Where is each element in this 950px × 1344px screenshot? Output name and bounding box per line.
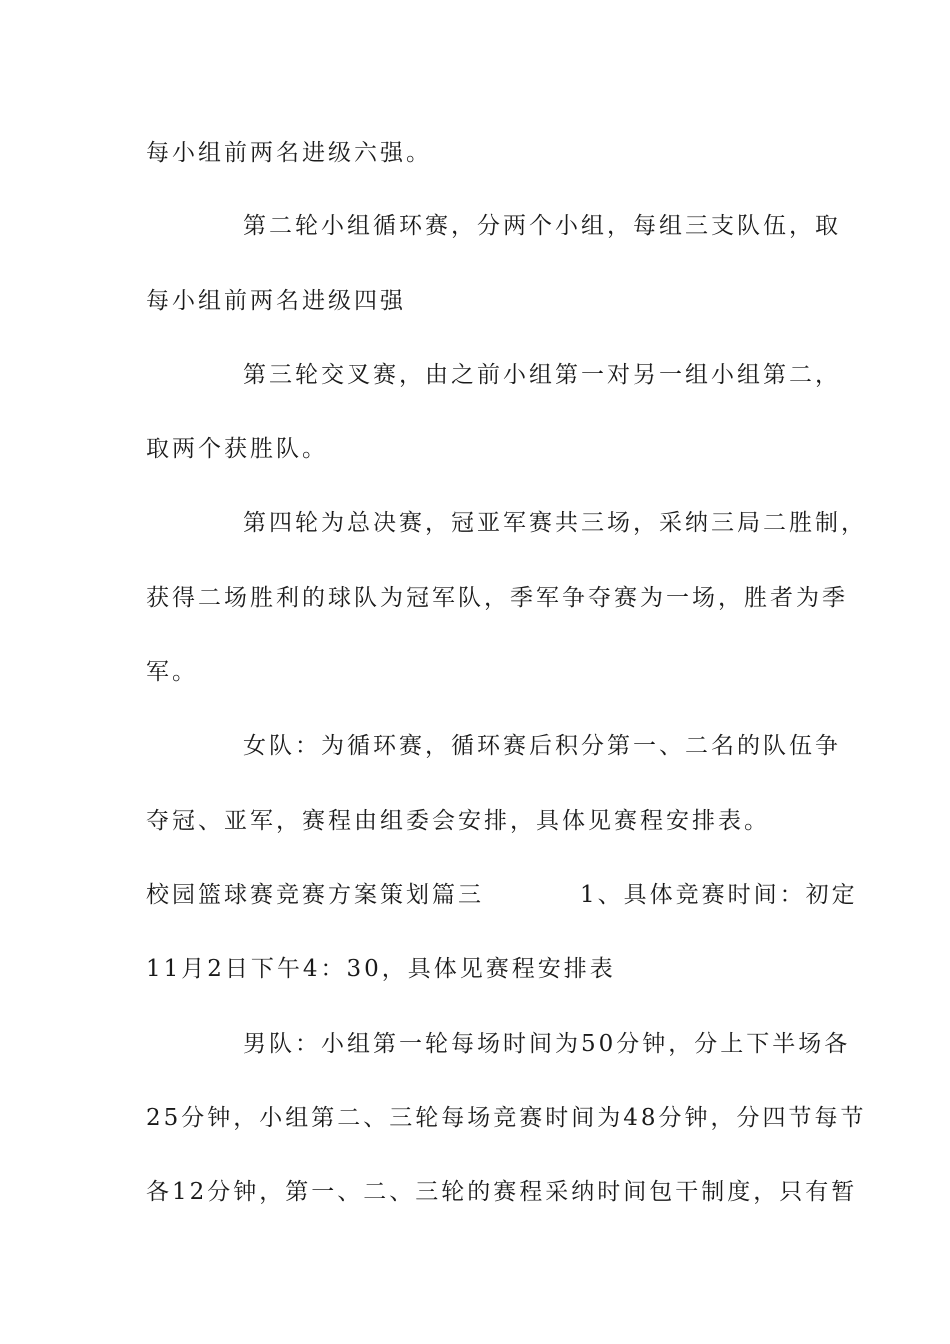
paragraph-line: 每小组前两名进级四强	[146, 288, 406, 314]
paragraph-line: 第三轮交叉赛，由之前小组第一对另一组小组第二，	[243, 362, 841, 388]
section-heading-line	[146, 880, 858, 910]
paragraph-line: 第四轮为总决赛，冠亚军赛共三场，采纳三局二胜制，	[243, 510, 867, 536]
paragraph-line: 25分钟，小组第二、三轮每场竞赛时间为48分钟，分四节每节	[146, 1105, 867, 1131]
section-title: 校园篮球赛竞赛方案策划篇三	[146, 882, 484, 908]
paragraph-line: 女队：为循环赛，循环赛后积分第一、二名的队伍争	[243, 733, 841, 759]
paragraph-line: 军。	[146, 659, 198, 685]
paragraph-line: 夺冠、亚军，赛程由组委会安排，具体见赛程安排表。	[146, 808, 770, 834]
paragraph-line: 各12分钟，第一、二、三轮的赛程采纳时间包干制度，只有暂	[146, 1179, 858, 1205]
paragraph-line: 男队：小组第一轮每场时间为50分钟，分上下半场各	[243, 1031, 851, 1057]
paragraph-line: 每小组前两名进级六强。	[146, 140, 432, 166]
paragraph-line: 获得二场胜利的球队为冠军队，季军争夺赛为一场，胜者为季	[146, 585, 848, 611]
paragraph-line: 11月2日下午4：30，具体见赛程安排表	[146, 956, 616, 982]
section-first-item: 1、具体竞赛时间：初定	[580, 882, 858, 908]
paragraph-line: 第二轮小组循环赛，分两个小组，每组三支队伍，取	[243, 213, 841, 239]
paragraph-line: 取两个获胜队。	[146, 436, 328, 462]
